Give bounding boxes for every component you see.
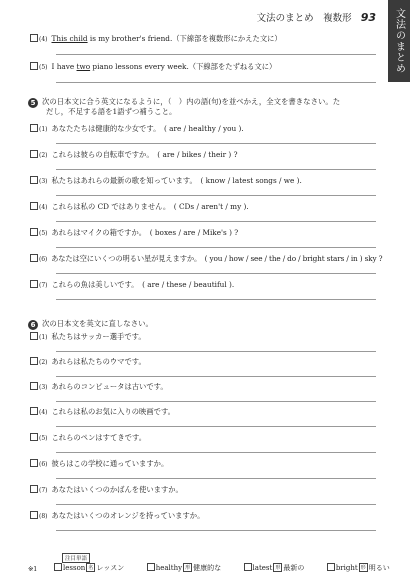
checkbox[interactable] — [30, 511, 38, 519]
checkbox[interactable] — [30, 150, 38, 158]
checkbox[interactable] — [30, 332, 38, 340]
checkbox[interactable] — [30, 254, 38, 262]
answer-line[interactable] — [56, 82, 376, 83]
answer-line[interactable] — [56, 504, 376, 505]
vocab-row: lesson 名 レッスン healthy 形 健康的な latest 形 最新の bright 形 明るい — [54, 563, 390, 573]
answer-line[interactable] — [56, 530, 376, 531]
section-badge: 6 — [28, 320, 38, 330]
header-title: 文法のまとめ 複数形 — [256, 13, 352, 24]
checkbox[interactable] — [30, 485, 38, 493]
checkbox[interactable] — [30, 124, 38, 132]
checkbox[interactable] — [54, 563, 62, 571]
checkbox[interactable] — [30, 433, 38, 441]
answer-line[interactable] — [56, 221, 376, 222]
checkbox[interactable] — [327, 563, 335, 571]
checkbox[interactable] — [30, 407, 38, 415]
checkbox[interactable] — [30, 382, 38, 390]
checkbox[interactable] — [30, 62, 38, 70]
checkbox[interactable] — [30, 280, 38, 288]
question-item: (6) 彼らはこの学校に通っていますか。 — [30, 459, 168, 469]
checkbox[interactable] — [244, 563, 252, 571]
question-item: (2) これらは彼らの自転車ですか。 ( are / bikes / their ) ? — [30, 150, 237, 160]
side-tab: 文法のまとめ — [388, 0, 410, 82]
question-item: (4) This child is my brother's friend.（下線部を複数形にかえた文に） — [30, 34, 282, 44]
answer-line[interactable] — [56, 299, 376, 300]
answer-line[interactable] — [56, 351, 376, 352]
question-item: (5) I have two piano lessons every week.（下線部をたずねる文に） — [30, 62, 276, 72]
checkbox[interactable] — [30, 459, 38, 467]
note-tag: 注目単語 — [62, 553, 90, 563]
question-item: (3) 私たちはあれらの最新の歌を知っています。 ( know / latest songs / we ). — [30, 176, 302, 186]
answer-line[interactable] — [56, 54, 376, 55]
checkbox[interactable] — [30, 34, 38, 42]
checkbox[interactable] — [30, 228, 38, 236]
section-badge: 5 — [28, 98, 38, 108]
question-item: (5) あれらはマイクの箱ですか。 ( boxes / are / Mike's ) ? — [30, 228, 238, 238]
answer-line[interactable] — [56, 452, 376, 453]
checkbox[interactable] — [30, 357, 38, 365]
checkbox[interactable] — [30, 176, 38, 184]
page-header — [257, 10, 376, 24]
section-instruction-cont: だし，不足する語を1語ずつ補うこと。 — [46, 107, 177, 116]
answer-line[interactable] — [56, 169, 376, 170]
page-number: 93 — [360, 11, 376, 24]
answer-line[interactable] — [56, 376, 376, 377]
section-instruction: 次の日本文を英文に直しなさい。 — [42, 319, 153, 328]
section-instruction: 次の日本文に合う英文になるように，（ ）内の語(句)を並べかえ，全文を書きなさい。た — [42, 97, 341, 106]
checkbox[interactable] — [147, 563, 155, 571]
note-mark: ※1 — [28, 566, 38, 573]
question-item: (4) これらは私のお気に入りの映画です。 — [30, 407, 175, 417]
question-item: (7) これらの魚は美しいです。 ( are / these / beautiful ). — [30, 280, 234, 290]
checkbox[interactable] — [30, 202, 38, 210]
question-item: (6) あなたは空にいくつの明るい星が見えますか。 ( you / how / see / the / do / bright stars / in ) sky ? — [30, 254, 382, 264]
answer-line[interactable] — [56, 143, 376, 144]
answer-line[interactable] — [56, 401, 376, 402]
section-6-heading — [28, 318, 153, 330]
question-item: (8) あなたはいくつのオレンジを持っていますか。 — [30, 511, 204, 521]
answer-line[interactable] — [56, 478, 376, 479]
question-item: (2) あれらは私たちのウマです。 — [30, 357, 146, 367]
answer-line[interactable] — [56, 195, 376, 196]
answer-line[interactable] — [56, 273, 376, 274]
question-item: (3) あれらのコンピュータは古いです。 — [30, 382, 168, 392]
question-item: (1) 私たちはサッカー選手です。 — [30, 332, 146, 342]
question-item: (1) あなたたちは健康的な少女です。 ( are / healthy / you ). — [30, 124, 244, 134]
answer-line[interactable] — [56, 247, 376, 248]
question-item: (4) これらは私の CD ではありません。 ( CDs / aren't / my ). — [30, 202, 249, 212]
question-item: (7) あなたはいくつのかばんを使いますか。 — [30, 485, 183, 495]
answer-line[interactable] — [56, 426, 376, 427]
question-item: (5) これらのペンはすてきです。 — [30, 433, 146, 443]
